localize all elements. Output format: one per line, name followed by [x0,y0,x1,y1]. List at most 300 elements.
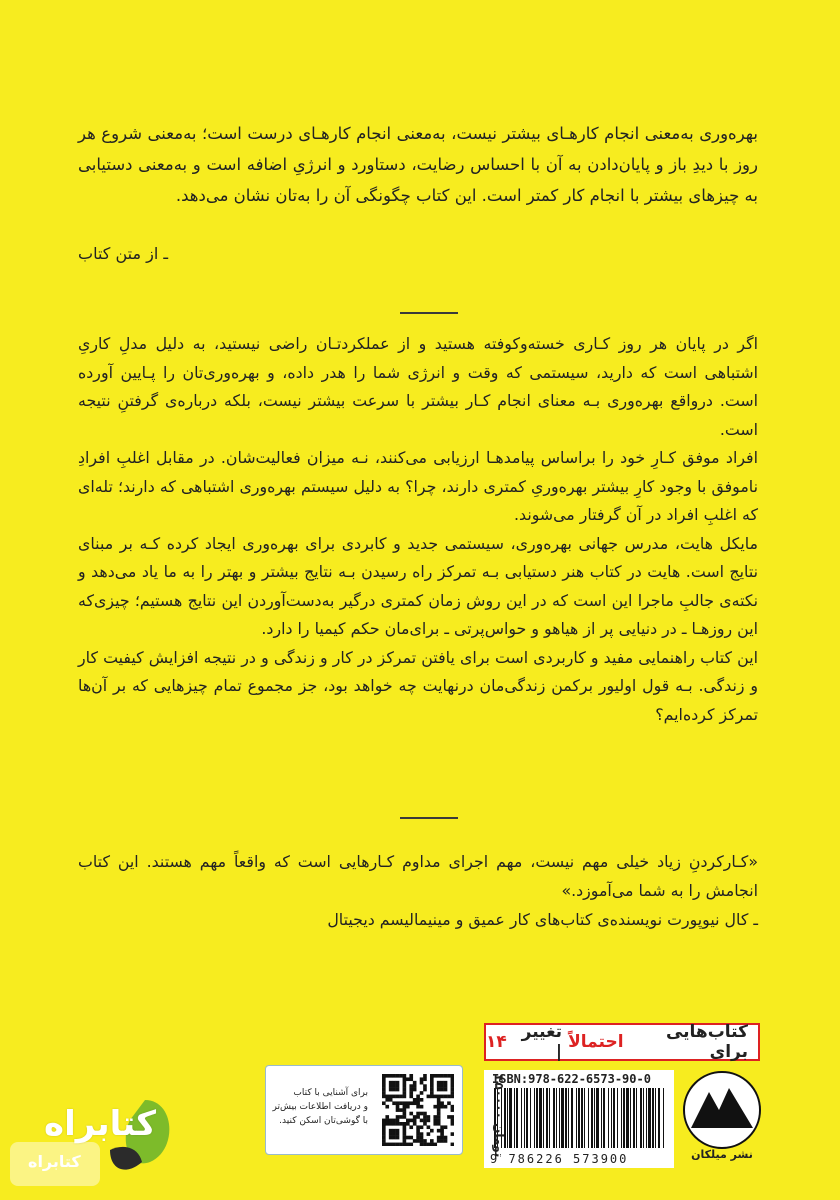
barcode-bar [588,1088,589,1148]
barcode-bar [578,1088,580,1148]
series-number: ۱۴ [486,1032,507,1052]
qr-module [392,1119,396,1123]
qr-module [437,1095,441,1099]
qr-module [409,1136,413,1140]
barcode-bar [524,1088,525,1148]
qr-module [423,1122,427,1126]
qr-module [430,1129,434,1133]
qr-module [427,1132,431,1136]
qr-module [437,1119,441,1123]
qr-module [444,1088,448,1092]
barcode-bar [568,1088,569,1148]
barcode-bar [636,1088,637,1148]
qr-module [416,1132,420,1136]
qr-module [403,1077,407,1081]
barcode-bar [584,1088,585,1148]
qr-module [444,1125,448,1129]
qr-module [451,1074,454,1078]
qr-module [451,1091,454,1095]
qr-module [430,1091,434,1095]
qr-module [427,1115,431,1119]
qr-module [433,1119,437,1123]
qr-module [389,1119,393,1123]
qr-module [420,1098,424,1102]
barcode-bar [565,1088,567,1148]
series-highlight: احتمالاً [568,1032,624,1052]
qr-module [396,1136,400,1140]
qr-module [413,1084,417,1088]
qr-module [416,1095,420,1099]
qr-caption-line: و دریافت اطلاعات بیش‌تر [272,1102,368,1112]
qr-module [413,1081,417,1085]
qr-module [437,1101,441,1105]
description-paragraph: افراد موفق کـارِ خود را براساس پیامدهـا ارزیابی می‌کنند، نـه میزان فعالیت‌شان. در مقابل اغلبِ افرادِ ناموفق با وجود کارِ بیشتر بهره‌وریِ کمتری دارند، چرا؟ به دلیل سیستم بهره‌وری اشتباهی که دارند؛ تله‌ای که اغلبِ افراد در آن گرفتار می‌شوند. [78,448,758,524]
qr-module [409,1091,413,1095]
qr-module [382,1132,386,1136]
qr-module [403,1139,407,1143]
qr-module [437,1129,441,1133]
qr-module [451,1115,454,1119]
qr-module [430,1077,434,1081]
qr-module [403,1125,407,1129]
qr-module [420,1081,424,1085]
qr-module [409,1143,413,1146]
series-prefix: کتاب‌هایی برای [665,1022,748,1062]
qr-module [420,1143,424,1146]
qr-module [392,1081,396,1085]
qr-module [423,1139,427,1143]
qr-module [451,1122,454,1126]
qr-module [396,1119,400,1123]
qr-code-box [265,1065,463,1155]
qr-module [382,1139,386,1143]
barcode-bar [646,1088,647,1148]
qr-module [382,1129,386,1133]
qr-module [409,1095,413,1099]
qr-caption [272,1086,368,1128]
qr-module [385,1098,389,1102]
qr-module [403,1074,407,1078]
description-paragraph: مایکل هایت، مدرس جهانی بهره‌وری، سیستمی جدید و کابردی برای بهره‌وری ایجاد کرده کـه بر مبنای نتایج است. هایت در کتاب هنر دستیابی بـه تمرکز راه رسیدن بـه نتایج بیشتر و بهتر را به ما یاد می‌دهد و نکته‌ی جالبِ ماجرا این است که در این روش زمان کمتری درگیر به‌دست‌آوردن این نتایج هستیم؛ چیزی‌که این روزهـا ـ در دنیایی پر از هیاهو و حواس‌پرتی ـ برای‌مان حکم کیمیا را دارد. [78,533,758,638]
qr-module [420,1077,424,1081]
qr-module [409,1088,413,1092]
qr-module [437,1112,441,1116]
qr-module [430,1095,434,1099]
qr-module [389,1136,393,1140]
qr-module [389,1098,393,1102]
barcode-bar [514,1088,515,1148]
barcode-bar [556,1088,557,1148]
qr-module [382,1091,386,1095]
qr-module [451,1088,454,1092]
qr-module [396,1081,400,1085]
qr-module [413,1101,417,1105]
qr-module [396,1108,400,1112]
qr-module [385,1122,389,1126]
qr-module [440,1136,444,1140]
qr-module [409,1101,413,1105]
qr-module [440,1074,444,1078]
qr-module [416,1112,420,1116]
series-banner [484,1023,760,1061]
qr-module [409,1119,413,1123]
qr-module [420,1112,424,1116]
barcode-bar [571,1088,573,1148]
barcode-bar [601,1088,602,1148]
qr-module [406,1105,410,1109]
qr-module [440,1095,444,1099]
qr-module [396,1115,400,1119]
qr-caption-line: برای آشنایی با کتاب [293,1088,368,1098]
barcode-bar [613,1088,615,1148]
qr-module [399,1115,403,1119]
qr-module [392,1084,396,1088]
qr-module [409,1074,413,1078]
qr-module [396,1122,400,1126]
barcode-bar [623,1088,625,1148]
qr-module [451,1108,454,1112]
qr-module [413,1115,417,1119]
barcode-bar [553,1088,555,1148]
qr-module [382,1143,386,1146]
qr-module [413,1098,417,1102]
qr-module [433,1143,437,1146]
qr-module [382,1081,386,1085]
barcode-bar [539,1088,542,1148]
qr-module [413,1122,417,1126]
qr-module [396,1143,400,1146]
qr-module [447,1115,451,1119]
qr-module [396,1084,400,1088]
barcode-bar [521,1088,522,1148]
qr-module [440,1132,444,1136]
qr-module [385,1105,389,1109]
barcode-bar [633,1088,635,1148]
barcode-digits: 9 786226 573900 [490,1152,629,1166]
qr-module [423,1143,427,1146]
barcode-bar [536,1088,538,1148]
barcode-bar [608,1088,609,1148]
qr-module [385,1119,389,1123]
qr-module [382,1084,386,1088]
qr-module [423,1115,427,1119]
qr-module [430,1081,434,1085]
qr-module [451,1119,454,1123]
qr-module [440,1129,444,1133]
qr-module [403,1132,407,1136]
qr-module [392,1088,396,1092]
barcode-bar [652,1088,654,1148]
qr-module [433,1115,437,1119]
qr-module [403,1095,407,1099]
qr-module [437,1081,441,1085]
qr-module [440,1081,444,1085]
qr-module [392,1074,396,1078]
qr-module [444,1095,448,1099]
publisher-logo [681,1070,763,1168]
qr-module [392,1143,396,1146]
qr-module [416,1139,420,1143]
qr-module [392,1132,396,1136]
qr-module [389,1074,393,1078]
qr-module [451,1084,454,1088]
qr-module [427,1143,431,1146]
qr-module [382,1101,386,1105]
qr-module [440,1084,444,1088]
qr-module [430,1143,434,1146]
qr-module [444,1084,448,1088]
qr-module [444,1081,448,1085]
qr-module [389,1143,393,1146]
qr-module [427,1119,431,1123]
qr-module [430,1139,434,1143]
barcode-bar [509,1088,512,1148]
qr-module [396,1095,400,1099]
qr-module [406,1119,410,1123]
qr-module [451,1143,454,1146]
qr-module [444,1105,448,1109]
qr-module [403,1136,407,1140]
publisher-name: نشر میلکان [691,1148,753,1161]
qr-module [403,1108,407,1112]
qr-module [403,1143,407,1146]
qr-module [416,1098,420,1102]
qr-module [409,1077,413,1081]
barcode-bar [559,1088,560,1148]
qr-module [416,1136,420,1140]
qr-module [427,1095,431,1099]
qr-module [444,1139,448,1143]
isbn-barcode [484,1070,674,1168]
barcode-bar [576,1088,577,1148]
qr-module [420,1132,424,1136]
isbn-label: ISBN:978-622-6573-90-0 [492,1072,651,1086]
qr-module [433,1095,437,1099]
qr-module [403,1129,407,1133]
barcode-graphic [492,1088,667,1150]
qr-module [399,1101,403,1105]
divider [400,817,458,819]
qr-module [440,1105,444,1109]
qr-module [451,1077,454,1081]
qr-module [440,1101,444,1105]
barcode-bar [581,1088,583,1148]
qr-module [440,1125,444,1129]
qr-module [437,1098,441,1102]
barcode-bar [640,1088,642,1148]
qr-module [399,1122,403,1126]
qr-module [389,1122,393,1126]
qr-module [392,1129,396,1133]
description [78,330,758,729]
price-label: ۴۵۰۰۰۰ تومان [492,1075,506,1158]
qr-module [409,1112,413,1116]
barcode-bar [643,1088,644,1148]
qr-module [396,1101,400,1105]
barcode-bar [530,1088,531,1148]
blurb-source: ـ از متن کتاب [78,244,169,263]
barcode-bar [603,1088,605,1148]
qr-module [437,1108,441,1112]
qr-module [403,1088,407,1092]
qr-module [406,1101,410,1105]
barcode-bar [611,1088,612,1148]
qr-module [406,1122,410,1126]
qr-module [430,1084,434,1088]
watermark-text-small: کتابراه [28,1152,81,1171]
qr-module [420,1139,424,1143]
qr-module [447,1074,451,1078]
quote-text: «کـارکردنِ زیاد خیلی مهم نیست، مهم اجرای مداوم کـارهایی است که واقعاً مهم هستند. این کتاب انجامش را به شما می‌آموزد.» [78,852,758,900]
qr-module [403,1081,407,1085]
qr-module [396,1132,400,1136]
watermark-logo [10,1080,180,1190]
qr-module [396,1074,400,1078]
barcode-bar [507,1088,508,1148]
qr-module [385,1143,389,1146]
qr-module [416,1129,420,1133]
qr-module [447,1095,451,1099]
qr-module [437,1084,441,1088]
qr-module [420,1105,424,1109]
qr-module [420,1136,424,1140]
qr-module [427,1125,431,1129]
qr-module [406,1143,410,1146]
qr-module [451,1095,454,1099]
qr-module [403,1101,407,1105]
qr-module [416,1101,420,1105]
qr-module [416,1125,420,1129]
qr-module [392,1101,396,1105]
barcode-bar [626,1088,629,1148]
qr-module [437,1122,441,1126]
qr-module [396,1105,400,1109]
qr-module [433,1074,437,1078]
qr-module [385,1115,389,1119]
qr-module [423,1119,427,1123]
endorsement-quote [78,847,758,934]
qr-module [392,1136,396,1140]
qr-module [403,1115,407,1119]
watermark-text: کتابراه [44,1104,157,1144]
barcode-bar [546,1088,548,1148]
qr-module [413,1088,417,1092]
qr-module [433,1122,437,1126]
qr-module [451,1105,454,1109]
qr-module [382,1122,386,1126]
qr-module [389,1084,393,1088]
qr-module [382,1074,386,1078]
qr-module [406,1077,410,1081]
qr-module [399,1095,403,1099]
qr-module [423,1074,427,1078]
barcode-bar [516,1088,518,1148]
qr-module [437,1105,441,1109]
qr-module [416,1115,420,1119]
qr-module [447,1101,451,1105]
blurb-text: بهره‌وری به‌معنی انجام کارهـای بیشتر نیست، به‌معنی انجام کارهـای درست است؛ به‌معنی شروع هر روز با دیدِ باز و پایان‌دادن به آن با احساس رضایت، دستاورد و انرژیِ اضافه است و به‌معنی دستیابی به چیزهای بیشتر با انجام کار کمتر است. این کتاب چگونگی آن را به‌تان نشان می‌دهد. [78,124,758,205]
barcode-bar [526,1088,528,1148]
qr-module [396,1129,400,1133]
barcode-bar [658,1088,660,1148]
qr-module [399,1143,403,1146]
qr-module [416,1105,420,1109]
barcode-bar [549,1088,550,1148]
qr-module [392,1122,396,1126]
mountains-icon [681,1070,763,1150]
qr-module [389,1081,393,1085]
barcode-bar [591,1088,593,1148]
divider [400,312,458,314]
barcode-bar [534,1088,535,1148]
qr-module [409,1084,413,1088]
barcode-bar [594,1088,595,1148]
series-suffix: تغییر | [521,1022,563,1062]
barcode-bar [663,1088,664,1148]
qr-module [399,1108,403,1112]
qr-module [403,1112,407,1116]
barcode-bar [561,1088,564,1148]
qr-module [403,1105,407,1109]
qr-module [385,1095,389,1099]
qr-module [382,1095,386,1099]
barcode-bar [648,1088,651,1148]
qr-module [389,1132,393,1136]
qr-module [444,1136,448,1140]
qr-module [437,1139,441,1143]
qr-module [403,1084,407,1088]
qr-module [420,1119,424,1123]
qr-module [451,1132,454,1136]
barcode-bar [596,1088,599,1148]
qr-module [409,1125,413,1129]
description-paragraph: اگر در پایان هر روز کـاری خسته‌وکوفته هستید و از عملکردتـان راضی نیستید، به دلیل مدلِ کاریِ اشتباهی است که دارید، سیستمی که وقت و انرژی شما را هدر داده، و بهره‌وری‌تان را پـایین آورده است. درواقع بهره‌وری بـه معنای انجام کـار بیشتر با سرعت بیشتر نیست، بلکه درباره‌ی گرفتنِ نتیجه است. [78,334,758,439]
barcode-bar [630,1088,631,1148]
qr-module [451,1081,454,1085]
qr-module [382,1088,386,1092]
qr-module [437,1074,441,1078]
qr-module [389,1095,393,1099]
qr-module [437,1088,441,1092]
qr-module [420,1091,424,1095]
qr-module [403,1091,407,1095]
qr-module [437,1115,441,1119]
barcode-bar [655,1088,656,1148]
qr-module [389,1088,393,1092]
qr-module [396,1088,400,1092]
qr-module [382,1125,386,1129]
qr-module [440,1139,444,1143]
qr-module [389,1129,393,1133]
qr-module [413,1119,417,1123]
qr-module [423,1077,427,1081]
qr-module [430,1088,434,1092]
qr-module [399,1074,403,1078]
qr-module [413,1139,417,1143]
qr-module [423,1112,427,1116]
qr-module [406,1136,410,1140]
qr-module [433,1105,437,1109]
qr-module [444,1074,448,1078]
description-paragraph: این کتاب راهنمایی مفید و کاربردی است برای یافتن تمرکز در کار و زندگی و در نتیجه افزایش کیفیت کار و زندگی. بـه قول اولیور برکمن زندگی‌مان درنهایت چه خواهد بود، جز مجموع تمام چیزهایی که بر آن‌ها تمرکز کرده‌ایم؟ [78,647,758,724]
qr-module [440,1088,444,1092]
qr-module [382,1136,386,1140]
qr-module [385,1074,389,1078]
qr-module [437,1136,441,1140]
qr-module [423,1084,427,1088]
barcode-bar [621,1088,622,1148]
qr-module [382,1119,386,1123]
